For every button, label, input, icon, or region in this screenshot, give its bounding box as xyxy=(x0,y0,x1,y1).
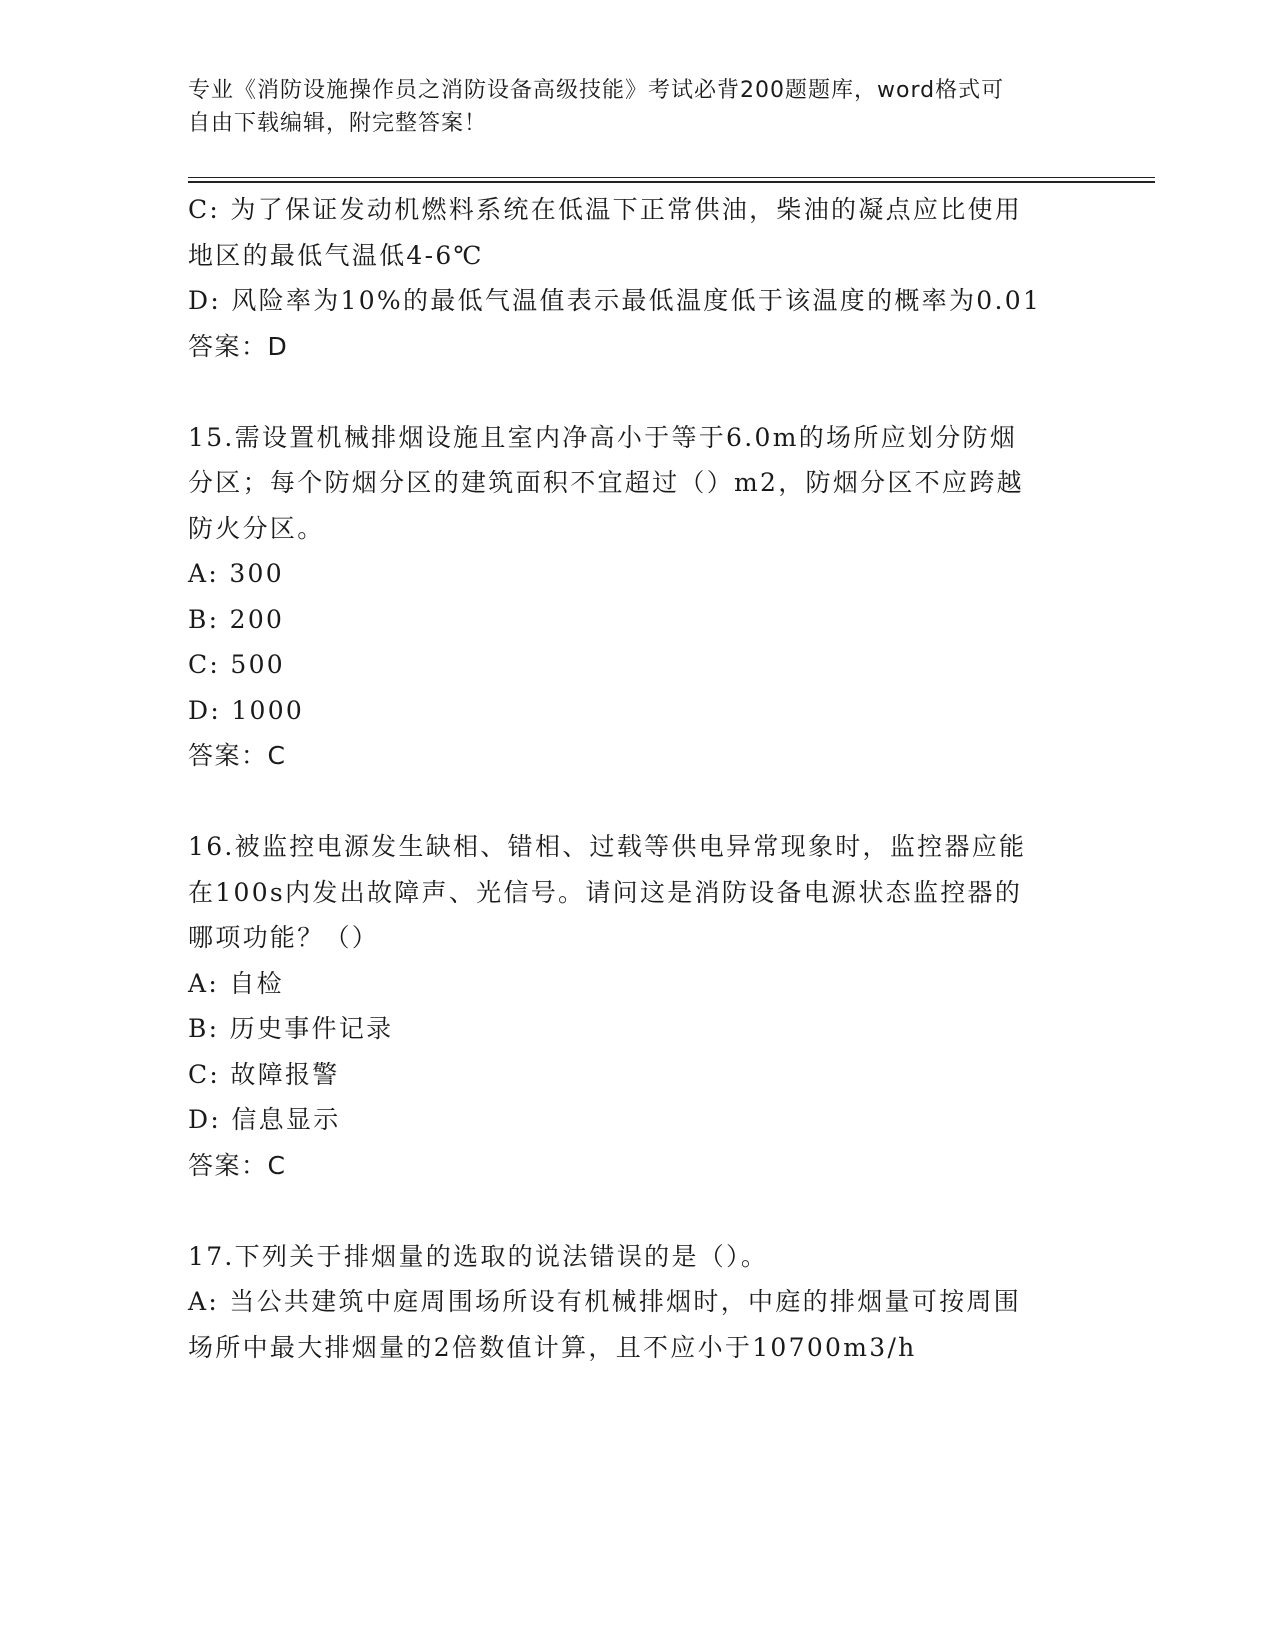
header-divider-thick xyxy=(188,181,1155,183)
option-c: C: 故障报警 xyxy=(188,1059,340,1089)
header-divider-thin xyxy=(188,177,1155,178)
question-stem-line-1: 16.被监控电源发生缺相、错相、过载等供电异常现象时，监控器应能 xyxy=(188,832,1027,861)
option-c-line-1: C: 为了保证发动机燃料系统在低温下正常供油，柴油的凝点应比使用 xyxy=(188,195,1023,224)
answer: 答案：C xyxy=(188,741,287,770)
option-b: B: 历史事件记录 xyxy=(188,1014,394,1043)
answer: 答案：C xyxy=(188,1150,287,1180)
previous-question-tail xyxy=(188,187,1088,369)
option-c-line-2: 地区的最低气温低4-6℃ xyxy=(188,240,484,270)
question-16 xyxy=(188,824,1088,1188)
option-a-line-2: 场所中最大排烟量的2倍数值计算，且不应小于10700m3/h xyxy=(188,1332,917,1362)
option-a-line-1: A: 当公共建筑中庭周围场所设有机械排烟时，中庭的排烟量可按周围 xyxy=(188,1287,1022,1316)
option-d: D: 1000 xyxy=(188,695,305,725)
document-body xyxy=(188,187,1088,1370)
question-stem-line-3: 防火分区。 xyxy=(188,513,325,543)
document-header xyxy=(188,74,1088,140)
question-15 xyxy=(188,415,1088,779)
answer: 答案：D xyxy=(188,331,289,361)
question-stem-line-2: 分区；每个防烟分区的建筑面积不宜超过（）m2，防烟分区不应跨越 xyxy=(188,468,1024,497)
question-17 xyxy=(188,1234,1088,1371)
question-stem-line-3: 哪项功能？（） xyxy=(188,923,380,952)
option-a: A: 300 xyxy=(188,559,284,588)
header-line-2: 自由下载编辑，附完整答案！ xyxy=(188,111,488,136)
option-c: C: 500 xyxy=(188,650,286,679)
header-line-1: 专业《消防设施操作员之消防设备高级技能》考试必背200题题库，word格式可 xyxy=(188,78,1005,103)
option-b: B: 200 xyxy=(188,604,285,634)
question-stem-line-1: 15.需设置机械排烟设施且室内净高小于等于6.0m的场所应划分防烟 xyxy=(188,422,1018,452)
option-a: A: 自检 xyxy=(188,968,284,998)
question-stem-line-2: 在100s内发出故障声、光信号。请问这是消防设备电源状态监控器的 xyxy=(188,877,1023,907)
question-stem-line-1: 17.下列关于排烟量的选取的说法错误的是（）。 xyxy=(188,1241,769,1271)
option-d: D: 风险率为10%的最低气温值表示最低温度低于该温度的概率为0.01 xyxy=(188,286,1042,315)
option-d: D: 信息显示 xyxy=(188,1105,341,1134)
